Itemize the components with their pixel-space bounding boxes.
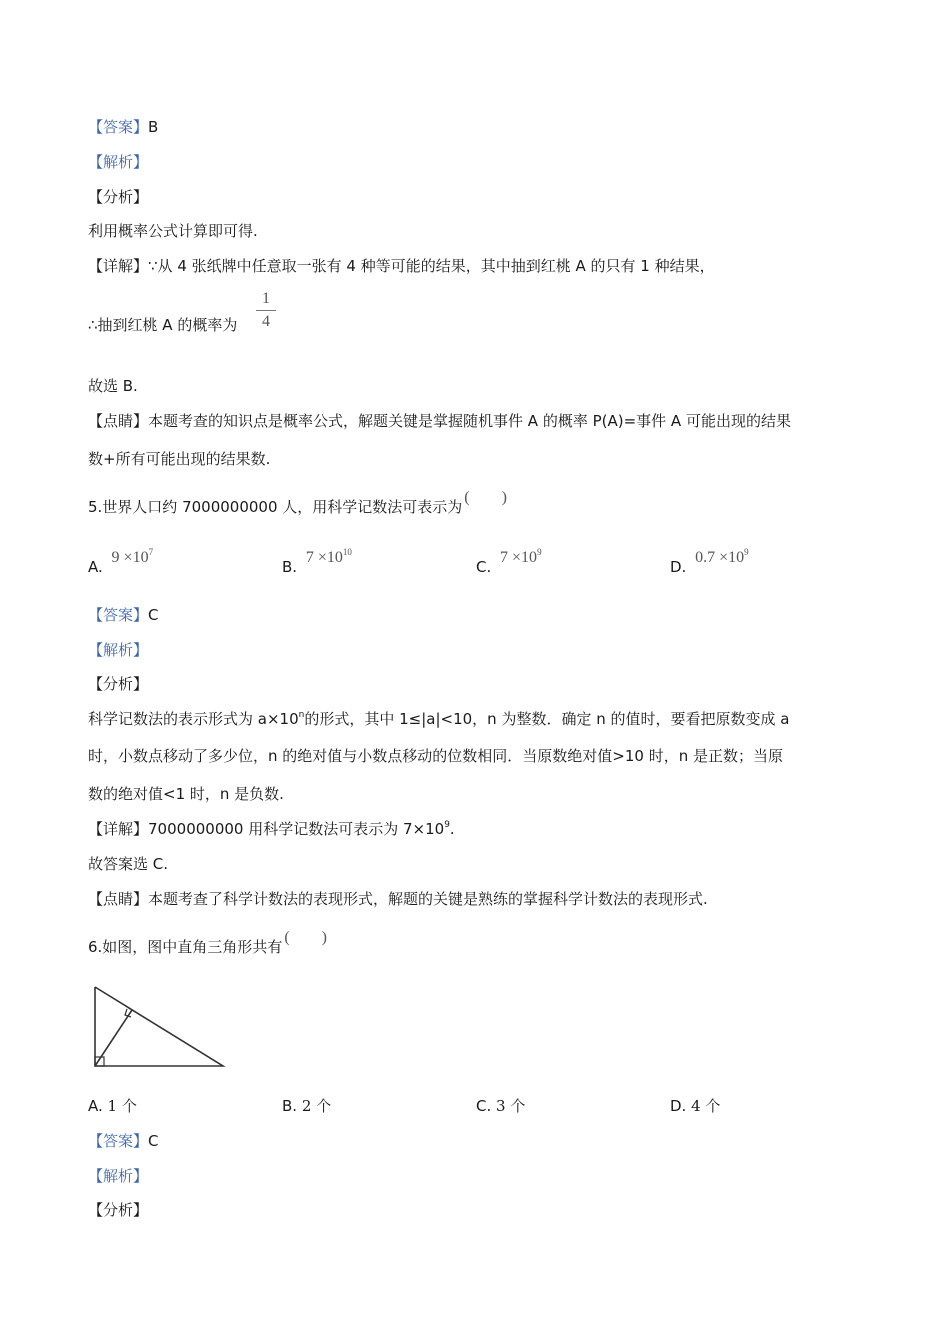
answer-tag: 【答案】 — [88, 1132, 149, 1150]
question-6 — [88, 929, 327, 958]
option-base: 9 ×10 — [111, 549, 149, 566]
choose-text: 故答案选 C. — [88, 855, 169, 873]
detail-text: ∵从 4 张纸牌中任意取一张有 4 种等可能的结果，其中抽到红桃 A 的只有 1 种结果， — [148, 257, 715, 275]
answer-value: C — [148, 1132, 159, 1150]
q5-option-b[interactable] — [282, 547, 352, 579]
fraction-one-quarter — [256, 290, 276, 331]
answer-tag: 【答案】 — [88, 118, 149, 136]
option-text: 2 个 — [301, 1097, 332, 1115]
comment-text: 本题考查的知识点是概率公式，解题关键是掌握随机事件 A 的概率 P(A)=事件 A 可能出现的结果 — [148, 412, 791, 430]
analysis-tag: 【解析】 — [88, 641, 149, 659]
option-text: 1 个 — [107, 1097, 137, 1115]
option-base: 7 ×10 — [305, 549, 343, 566]
option-label: A. — [88, 1097, 103, 1115]
detail-line — [88, 256, 715, 276]
option-label: C. — [476, 558, 492, 576]
probability-text: ∴抽到红桃 A 的概率为 — [88, 316, 238, 334]
comment-text: 本题考查了科学计数法的表现形式，解题的关键是熟练的掌握科学计数法的表现形式. — [148, 890, 708, 908]
option-math — [112, 549, 154, 566]
q6-option-c[interactable] — [476, 1096, 525, 1116]
option-math — [500, 549, 542, 566]
answer-line-q4 — [88, 117, 158, 137]
fenxi-line1 — [88, 709, 789, 732]
option-label: D. — [670, 1097, 687, 1115]
triangle-outline — [95, 987, 223, 1066]
comment-tag: 【点睛】 — [88, 890, 149, 908]
analysis-tag: 【解析】 — [88, 1167, 149, 1185]
question-5-paren: ( ) — [464, 489, 507, 506]
fenxi-exp: n — [298, 710, 305, 720]
option-base: 0.7 ×10 — [695, 549, 745, 566]
question-5 — [88, 489, 507, 518]
answer-line-q5 — [88, 605, 159, 625]
question-6-text: 6.如图，图中直角三角形共有 — [88, 938, 283, 956]
comment-line1 — [88, 411, 791, 431]
answer-value: B — [148, 118, 159, 136]
fenxi-text-a: 科学记数法的表示形式为 a×10 — [88, 710, 299, 728]
comment-tag: 【点睛】 — [88, 412, 149, 430]
q6-option-a[interactable] — [88, 1096, 137, 1116]
fenxi-text-b: 的形式，其中 1≤|a|<10，n 为整数．确定 n 的值时，要看把原数变成 a — [304, 710, 790, 728]
fenxi-text: 利用概率公式计算即可得. — [88, 222, 258, 240]
fenxi-line3: 数的绝对值<1 时，n 是负数. — [88, 785, 284, 803]
option-exp: 9 — [744, 547, 749, 557]
answer-value: C — [148, 606, 159, 624]
question-6-paren: ( ) — [284, 929, 327, 946]
option-text: 3 个 — [496, 1097, 526, 1115]
option-exp: 7 — [148, 547, 154, 557]
fraction-numerator: 1 — [262, 290, 270, 307]
detail-end: . — [449, 820, 455, 838]
q5-option-d[interactable] — [670, 547, 749, 579]
q5-option-a[interactable] — [88, 547, 154, 579]
option-base: 7 ×10 — [500, 549, 538, 566]
detail-line — [88, 819, 455, 842]
detail-tag: 【详解】 — [88, 820, 149, 838]
detail-exp: 9 — [444, 820, 450, 830]
answer-line-q6 — [88, 1131, 159, 1151]
option-math — [306, 549, 352, 566]
option-exp: 10 — [342, 547, 352, 557]
analysis-tag: 【解析】 — [88, 153, 149, 171]
right-triangle-figure — [88, 980, 228, 1072]
detail-tag: 【详解】 — [88, 257, 149, 275]
comment-line2: 数+所有可能出现的结果数. — [88, 450, 271, 468]
q6-option-b[interactable] — [282, 1096, 331, 1116]
fenxi-tag: 【分析】 — [88, 1201, 149, 1219]
comment-line — [88, 889, 708, 909]
detail-text: 7000000000 用科学记数法可表示为 7×10 — [148, 820, 445, 838]
fenxi-tag: 【分析】 — [88, 675, 149, 693]
answer-tag: 【答案】 — [88, 606, 149, 624]
option-text: 4 个 — [691, 1097, 721, 1115]
option-label: C. — [476, 1097, 492, 1115]
option-math — [695, 549, 749, 566]
question-5-text: 5.世界人口约 7000000000 人，用科学记数法可表示为 — [88, 498, 463, 516]
fraction-denominator: 4 — [262, 313, 270, 330]
q5-option-c[interactable] — [476, 547, 542, 579]
option-label: D. — [670, 558, 687, 576]
fraction-bar — [256, 310, 276, 311]
choose-text: 故选 B. — [88, 377, 138, 395]
q6-option-d[interactable] — [670, 1096, 720, 1116]
option-label: B. — [282, 558, 298, 576]
option-label: A. — [88, 558, 103, 576]
option-exp: 9 — [537, 547, 542, 557]
option-label: B. — [282, 1097, 298, 1115]
fenxi-line2: 时，小数点移动了多少位，n 的绝对值与小数点移动的位数相同．当原数绝对值>10 时，n 是正数；当原 — [88, 747, 783, 765]
fenxi-tag: 【分析】 — [88, 188, 149, 206]
